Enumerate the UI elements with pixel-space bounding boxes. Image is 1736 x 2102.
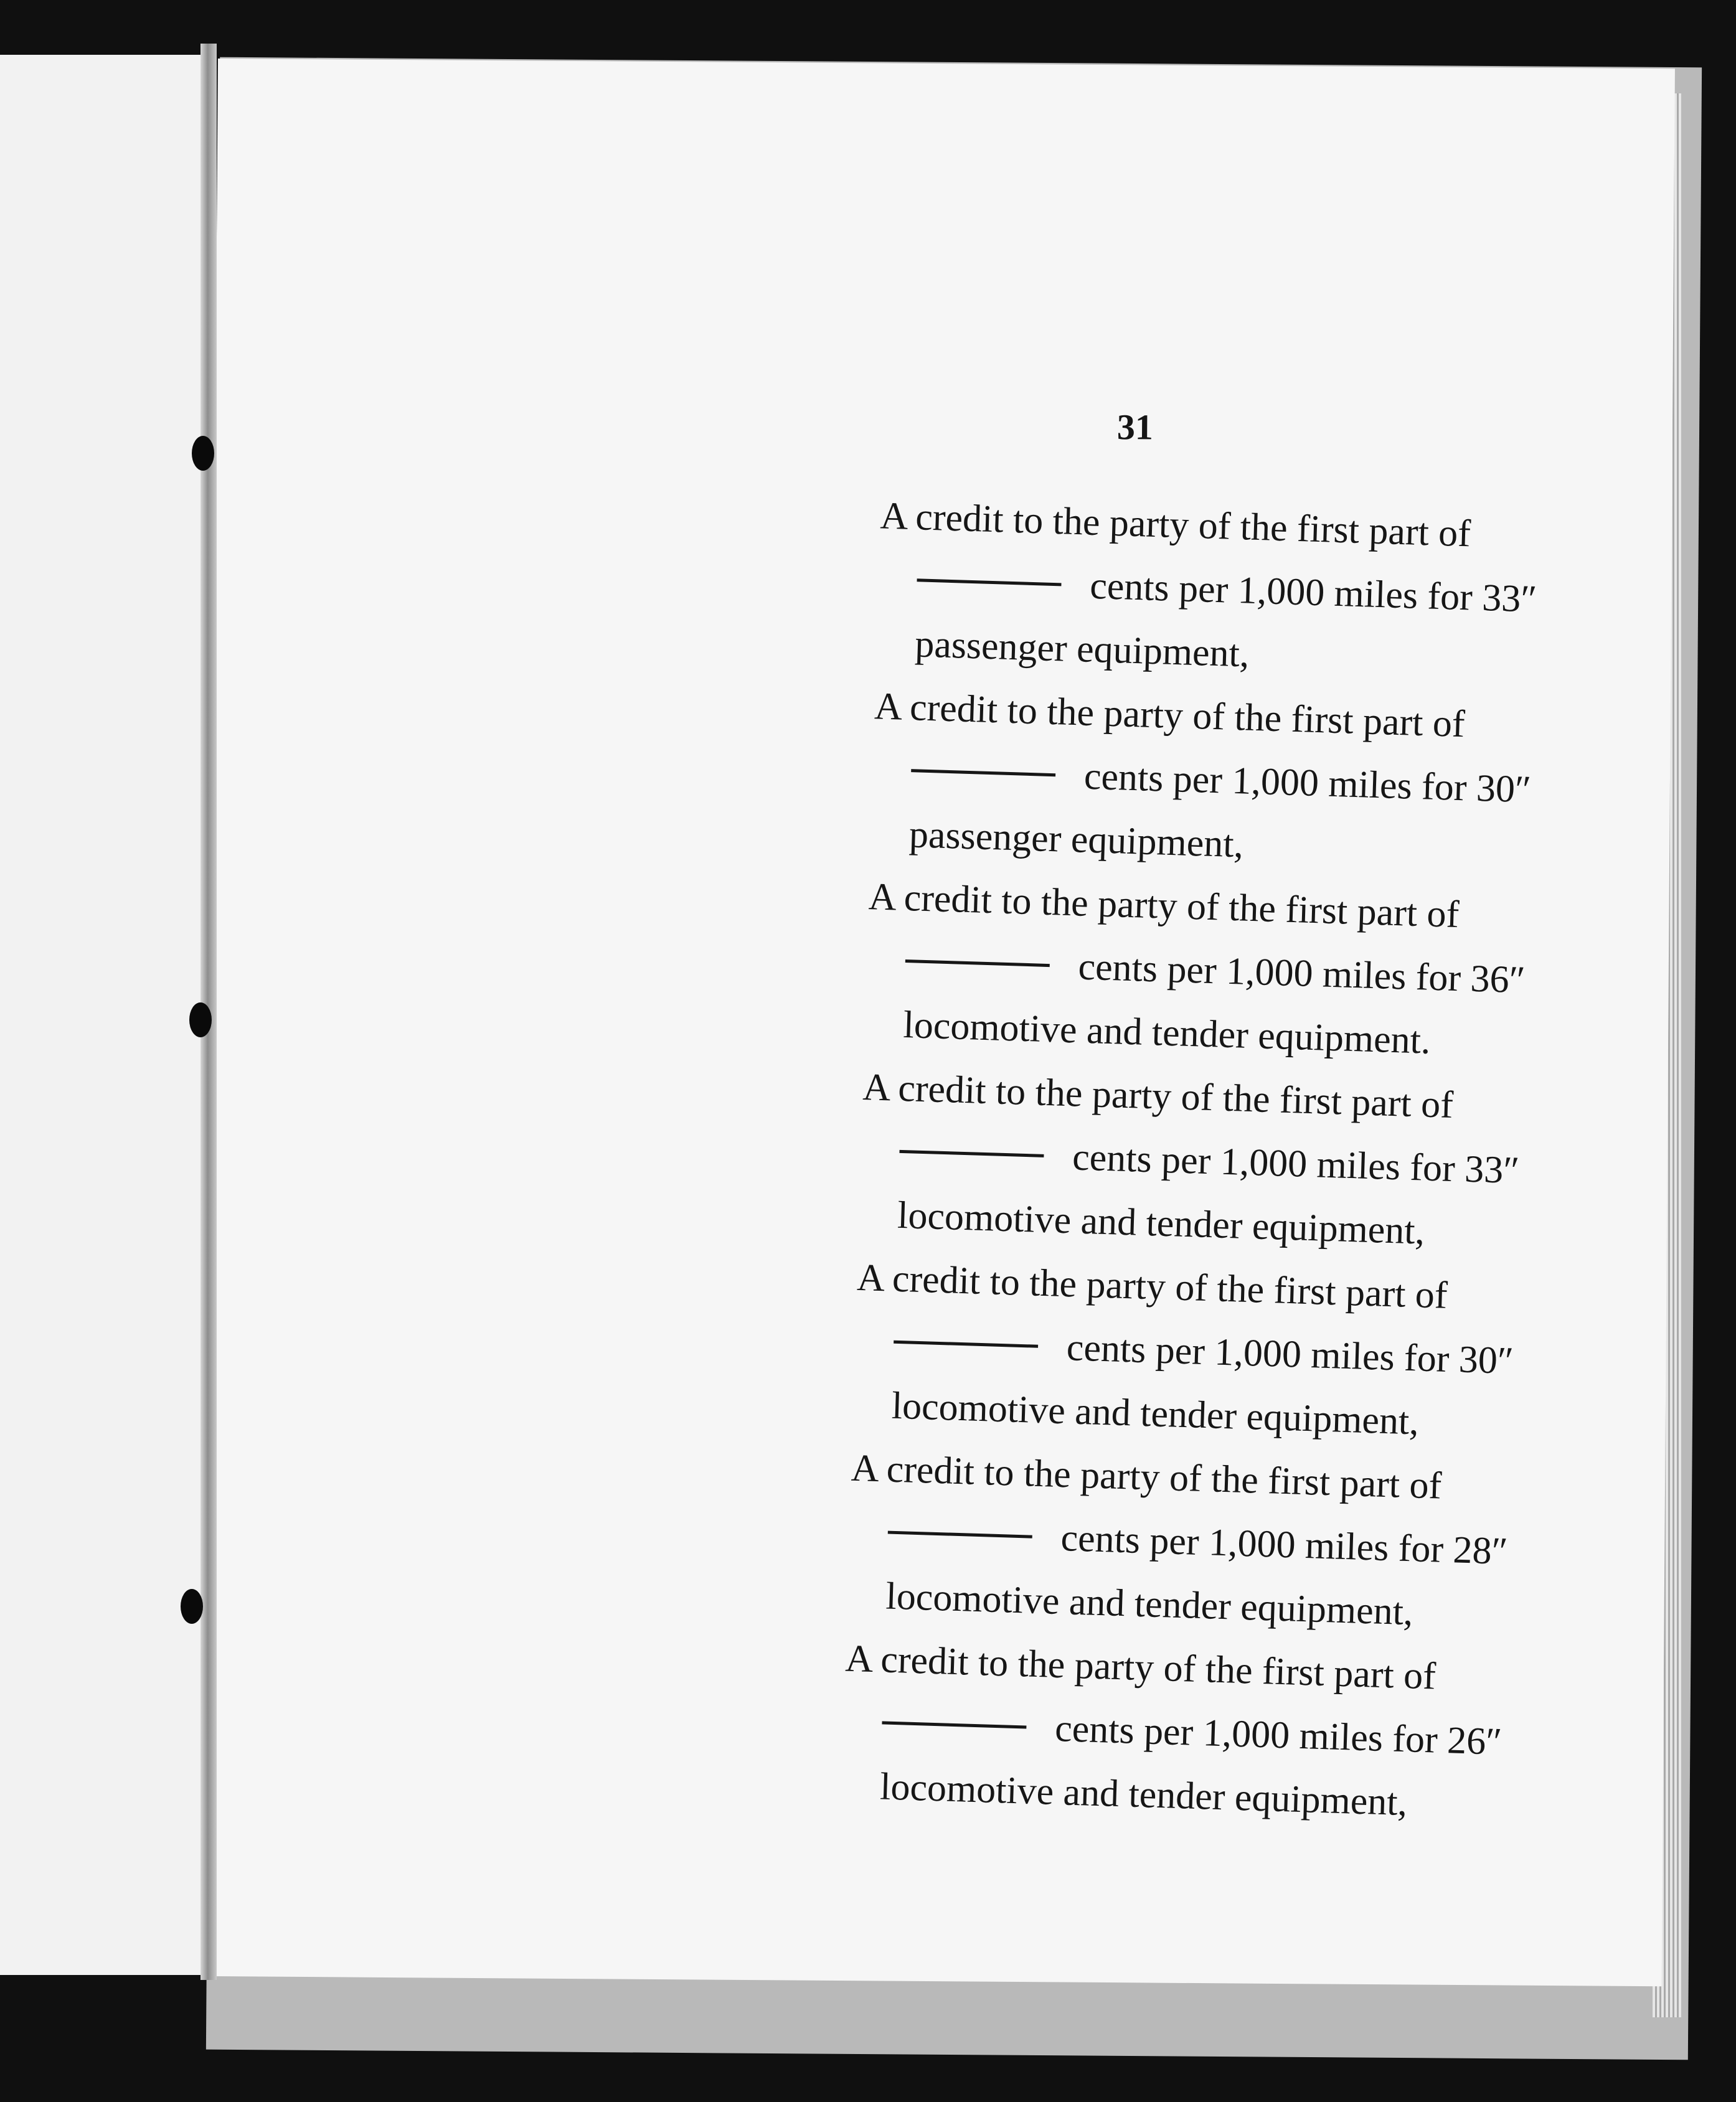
blank-amount-line <box>899 1150 1044 1157</box>
entry-line-1: A credit to the party of the first part of <box>874 685 1466 746</box>
credit-entry <box>846 1436 1636 1651</box>
entry-line-3: passenger equipment, <box>908 813 1245 866</box>
entry-line-1: A credit to the party of the first part of <box>844 1637 1436 1698</box>
blank-amount-line <box>894 1341 1038 1348</box>
credit-entry <box>852 1246 1643 1460</box>
blank-amount-line <box>911 769 1055 776</box>
credit-entry <box>864 865 1654 1079</box>
left-page <box>0 55 210 1975</box>
blank-amount-line <box>917 579 1061 587</box>
entry-line-2-text: cents per 1,000 miles for 33″ <box>1089 564 1538 621</box>
entry-line-2-text: cents per 1,000 miles for 30″ <box>1083 755 1532 811</box>
entry-line-1: A credit to the party of the first part of <box>856 1256 1448 1317</box>
text-block <box>841 484 1666 1840</box>
entry-line-3: passenger equipment, <box>914 623 1250 676</box>
entry-line-2-text: cents per 1,000 miles for 30″ <box>1066 1326 1514 1383</box>
entry-line-3: locomotive and tender equipment, <box>891 1384 1420 1443</box>
right-page <box>204 59 1674 1986</box>
credit-entry <box>870 674 1660 888</box>
entry-line-3: locomotive and tender equipment, <box>879 1765 1408 1824</box>
entry-line-1: A credit to the party of the first part of <box>867 875 1460 936</box>
entry-line-2-text: cents per 1,000 miles for 26″ <box>1054 1707 1503 1763</box>
entry-line-2-text: cents per 1,000 miles for 33″ <box>1072 1136 1521 1192</box>
blank-amount-line <box>888 1531 1032 1539</box>
entry-line-1: A credit to the party of the first part of <box>879 494 1471 555</box>
entry-line-2-text: cents per 1,000 miles for 36″ <box>1077 945 1526 1002</box>
entry-line-3: locomotive and tender equipment, <box>885 1575 1414 1634</box>
page-number: 31 <box>1116 407 1154 448</box>
entry-line-1: A credit to the party of the first part of <box>862 1066 1454 1126</box>
credit-entry <box>875 484 1666 698</box>
credit-entry <box>841 1627 1631 1841</box>
blank-amount-line <box>905 959 1050 967</box>
binding-hole <box>192 436 214 471</box>
entry-line-2-text: cents per 1,000 miles for 28″ <box>1060 1517 1509 1573</box>
binding-hole <box>189 1002 212 1037</box>
blank-amount-line <box>882 1722 1026 1729</box>
credit-entry <box>858 1055 1648 1270</box>
binding-hole <box>181 1589 203 1624</box>
entry-line-3: locomotive and tender equipment. <box>902 1003 1432 1062</box>
entry-line-3: locomotive and tender equipment, <box>897 1194 1426 1253</box>
entry-line-1: A credit to the party of the first part of <box>850 1446 1443 1507</box>
